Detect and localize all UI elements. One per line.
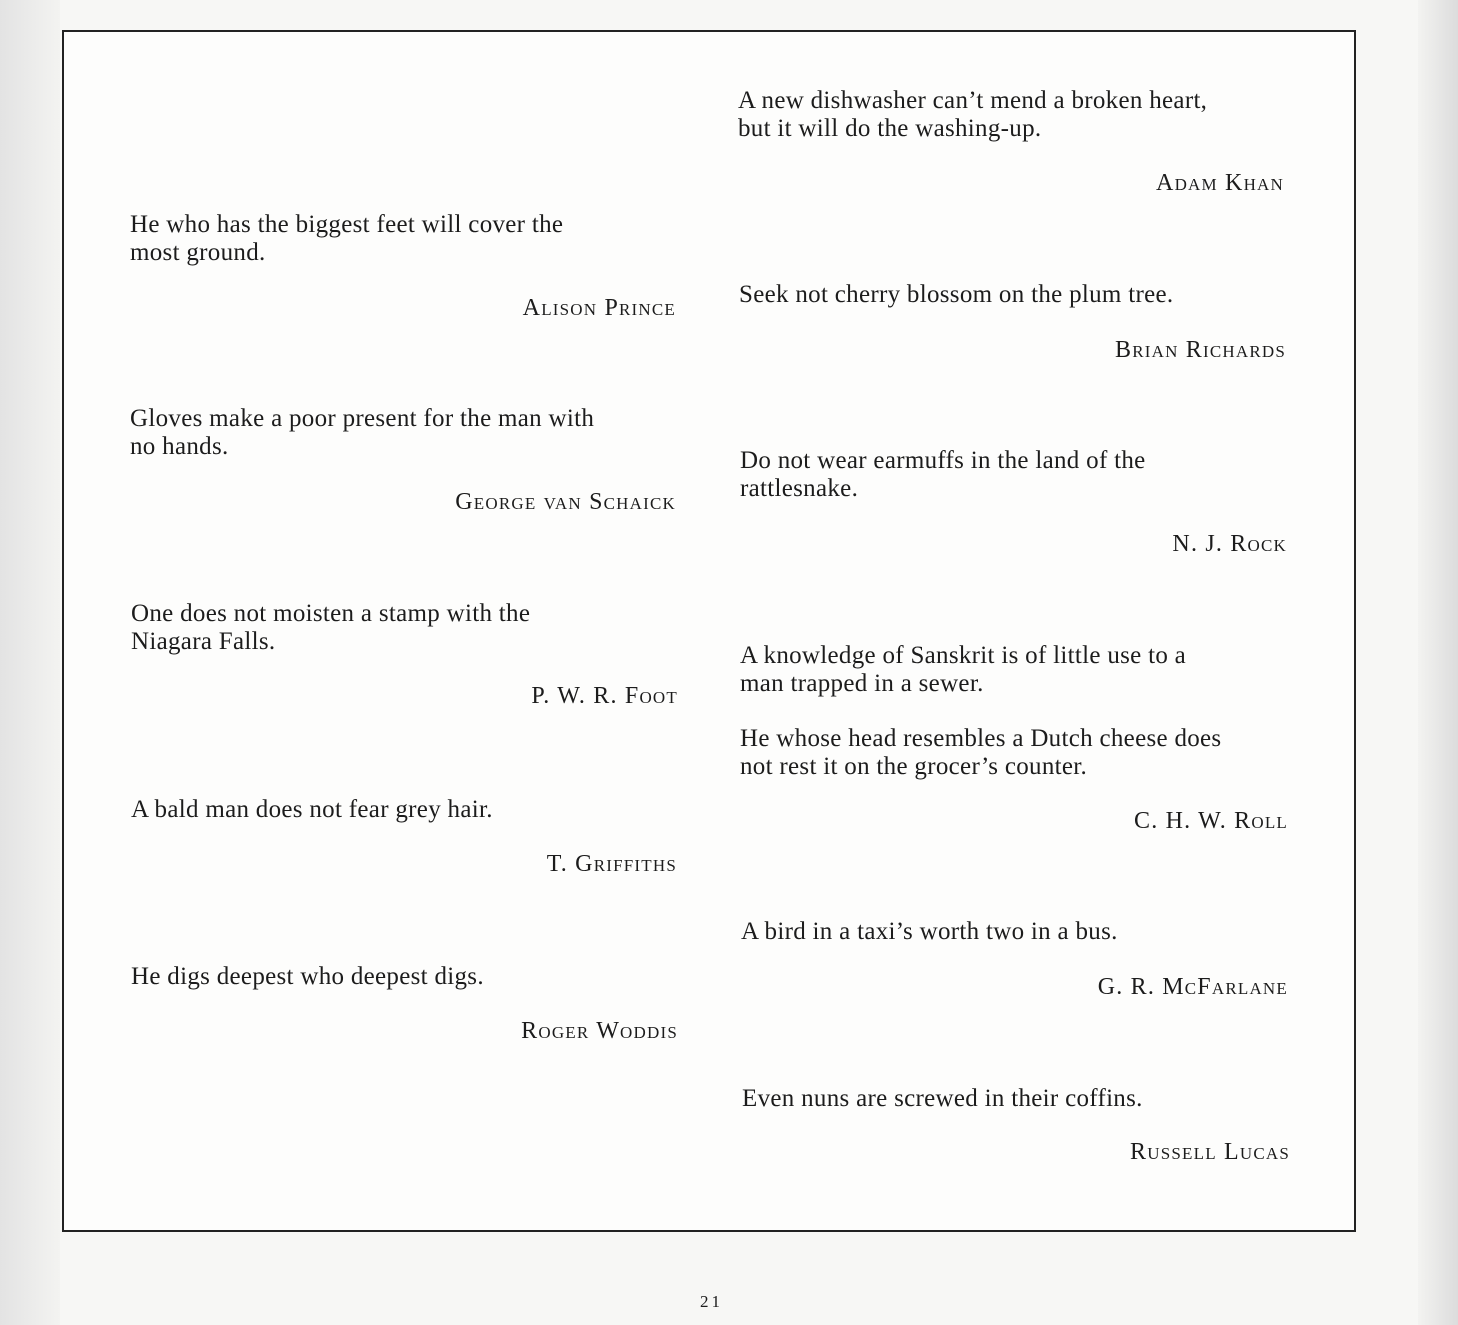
left-entry-5 (131, 963, 484, 991)
quote-author: Russell Lucas (1130, 1139, 1290, 1165)
quote-author: P. W. R. Foot (531, 683, 678, 709)
quote-author: Roger Woddis (521, 1018, 678, 1044)
quote-text: A bird in a taxi’s worth two in a bus. (741, 918, 1118, 945)
quote-text: A new dishwasher can’t mend a broken heart, but it will do the washing-up. (738, 87, 1208, 142)
right-entry-5 (740, 725, 1221, 781)
quote-author: Alison Prince (522, 295, 676, 321)
page-number: 21 (700, 1292, 723, 1311)
quote-text: A bald man does not fear grey hair. (131, 796, 493, 823)
left-entry-1 (130, 211, 563, 267)
quote-text: Even nuns are screwed in their coffins. (742, 1085, 1143, 1112)
quote-text: Seek not cherry blossom on the plum tree. (739, 281, 1174, 308)
quote-author: G. R. McFarlane (1097, 974, 1288, 1000)
quote-author: T. Griffiths (546, 851, 677, 877)
right-entry-7 (742, 1085, 1143, 1113)
quote-author: George van Schaick (455, 489, 676, 515)
right-entry-4 (740, 642, 1186, 698)
page-shadow-right (1418, 0, 1458, 1325)
right-entry-2 (739, 281, 1173, 309)
quote-author: C. H. W. Roll (1133, 808, 1288, 834)
right-entry-1 (738, 87, 1207, 143)
left-entry-3 (131, 600, 530, 656)
quote-author: Brian Richards (1115, 337, 1286, 363)
right-entry-6 (741, 918, 1118, 946)
quote-text: Do not wear earmuffs in the land of the rattlesnake. (740, 447, 1146, 502)
quote-text: Gloves make a poor present for the man with no hands. (130, 405, 595, 460)
left-entry-2 (130, 405, 594, 461)
left-entry-4 (131, 796, 493, 824)
quote-author: Adam Khan (1156, 170, 1284, 196)
right-entry-3 (740, 447, 1146, 503)
quote-text: He whose head resembles a Dutch cheese does not rest it on the grocer’s counter. (740, 725, 1222, 780)
page-shadow-left (0, 0, 60, 1325)
quote-text: He who has the biggest feet will cover the most ground. (130, 211, 564, 266)
quote-text: A knowledge of Sanskrit is of little use to a man trapped in a sewer. (740, 642, 1187, 697)
quote-author: N. J. Rock (1172, 531, 1287, 557)
quote-text: He digs deepest who deepest digs. (131, 963, 484, 990)
quote-text: One does not moisten a stamp with the Niagara Falls. (131, 600, 531, 655)
